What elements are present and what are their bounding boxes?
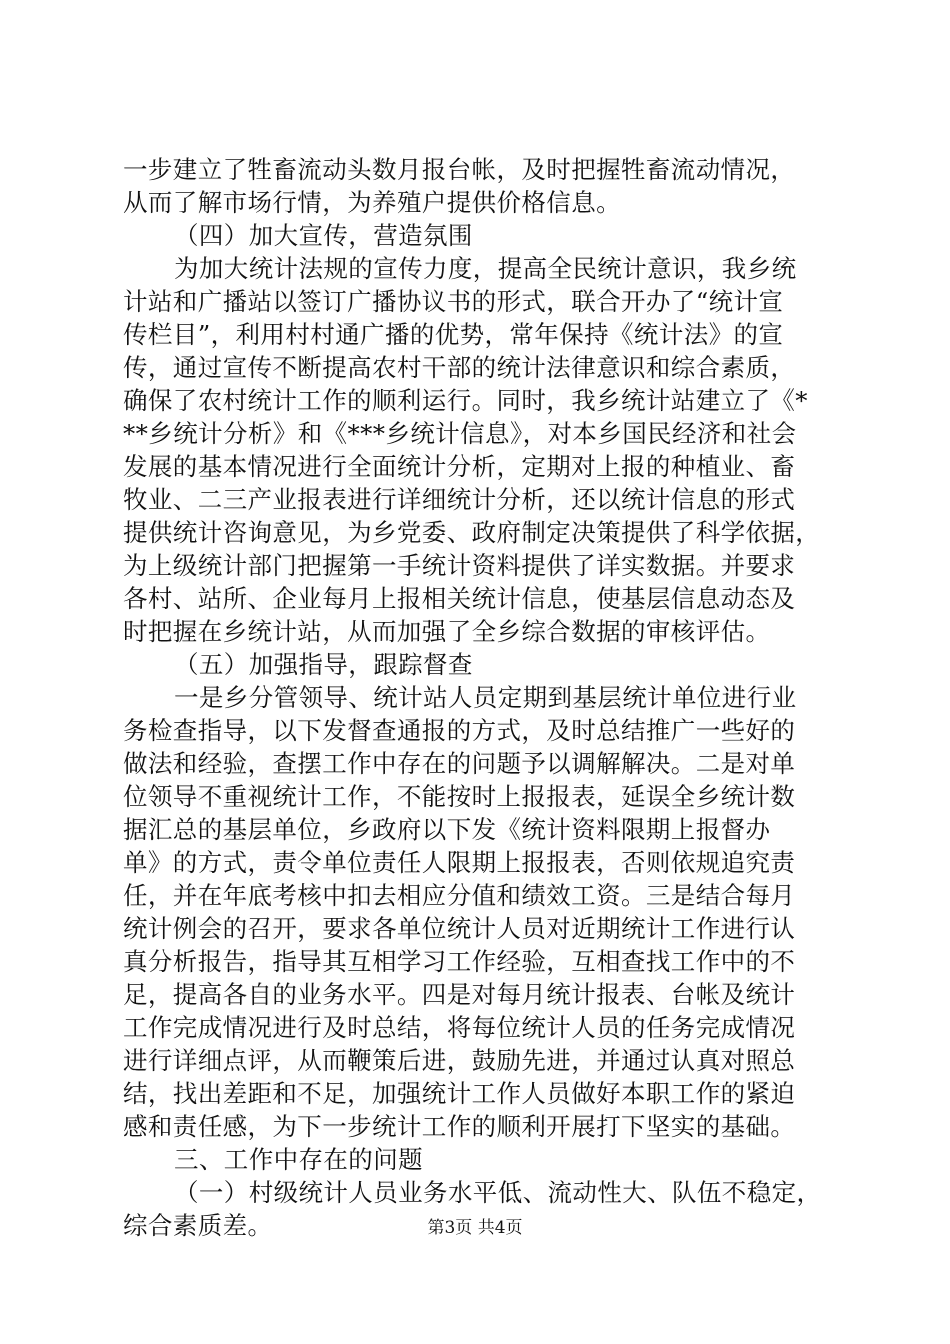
text-line: 为上级统计部门把握第一手统计资料提供了详实数据。并要求 xyxy=(123,551,796,580)
text-line: 计站和广播站以签订广播协议书的形式，联合开办了“统计宣 xyxy=(123,287,784,316)
text-line: 综合素质差。 xyxy=(123,1211,273,1240)
text-line: 发展的基本情况进行全面统计分析，定期对上报的种植业、畜 xyxy=(123,452,796,481)
text-line: 进行详细点评，从而鞭策后进，鼓励先进，并通过认真对照总 xyxy=(123,1046,796,1075)
text-line: 各村、站所、企业每月上报相关统计信息，使基层信息动态及 xyxy=(123,584,796,613)
text-line: 传，通过宣传不断提高农村干部的统计法律意识和综合素质， xyxy=(123,353,796,382)
text-line: （五）加强指导，跟踪督查 xyxy=(174,650,473,679)
text-line: 从而了解市场行情，为养殖户提供价格信息。 xyxy=(123,188,621,217)
text-line: 做法和经验，查摆工作中存在的问题予以调解解决。二是对单 xyxy=(123,749,796,778)
text-line: （一）村级统计人员业务水平低、流动性大、队伍不稳定， xyxy=(174,1178,822,1207)
text-line: 牧业、二三产业报表进行详细统计分析，还以统计信息的形式 xyxy=(123,485,796,514)
document-body xyxy=(123,153,843,1242)
text-line: 一是乡分管领导、统计站人员定期到基层统计单位进行业 xyxy=(174,683,797,712)
text-line: （四）加大宣传，营造氛围 xyxy=(174,221,473,250)
text-line: 位领导不重视统计工作，不能按时上报报表，延误全乡统计数 xyxy=(123,782,796,811)
text-line: 提供统计咨询意见，为乡党委、政府制定决策提供了科学依据， xyxy=(123,518,821,547)
text-line: 任，并在年底考核中扣去相应分值和绩效工资。三是结合每月 xyxy=(123,881,796,910)
text-line: 工作完成情况进行及时总结，将每位统计人员的任务完成情况 xyxy=(123,1013,796,1042)
text-line: 时把握在乡统计站，从而加强了全乡综合数据的审核评估。 xyxy=(123,617,771,646)
text-line: 结，找出差距和不足，加强统计工作人员做好本职工作的紧迫 xyxy=(123,1079,796,1108)
text-line: 真分析报告，指导其互相学习工作经验，互相查找工作中的不 xyxy=(123,947,796,976)
text-line: 统计例会的召开，要求各单位统计人员对近期统计工作进行认 xyxy=(123,914,796,943)
text-line: 一步建立了牲畜流动头数月报台帐，及时把握牲畜流动情况， xyxy=(123,155,796,184)
text-line: 确保了农村统计工作的顺利运行。同时，我乡统计站建立了《* xyxy=(123,386,808,415)
text-line: 据汇总的基层单位，乡政府以下发《统计资料限期上报督办 xyxy=(123,815,771,844)
page-footer: 第3页 共4页 xyxy=(427,1218,523,1238)
text-line: 为加大统计法规的宣传力度，提高全民统计意识，我乡统 xyxy=(174,254,797,283)
text-line: 足，提高各自的业务水平。四是对每月统计报表、台帐及统计 xyxy=(123,980,796,1009)
text-line: 单》的方式，责令单位责任人限期上报报表，否则依规追究责 xyxy=(123,848,796,877)
text-line: 务检查指导，以下发督查通报的方式，及时总结推广一些好的 xyxy=(123,716,796,745)
text-line: **乡统计分析》和《***乡统计信息》，对本乡国民经济和社会 xyxy=(123,419,797,448)
text-line: 传栏目”，利用村村通广播的优势，常年保持《统计法》的宣 xyxy=(123,320,784,349)
text-line: 三、工作中存在的问题 xyxy=(174,1145,423,1174)
text-line: 感和责任感，为下一步统计工作的顺利开展打下坚实的基础。 xyxy=(123,1112,796,1141)
